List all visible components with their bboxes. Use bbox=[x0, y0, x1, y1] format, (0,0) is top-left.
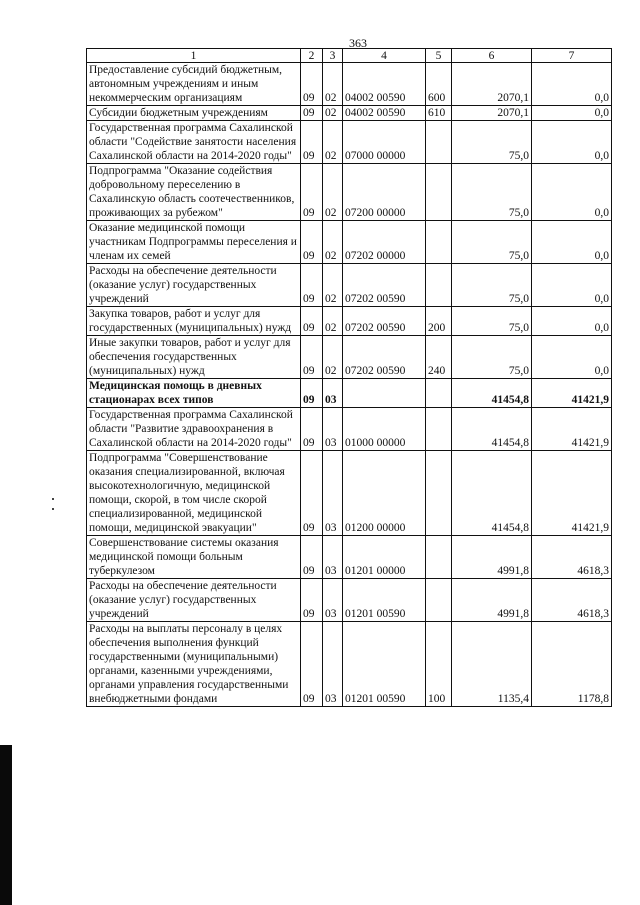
row-section: 09 bbox=[301, 106, 323, 121]
row-target-article: 01200 00000 bbox=[343, 451, 426, 536]
table-body bbox=[87, 63, 612, 707]
row-expense-type bbox=[426, 221, 452, 264]
row-expense-type: 100 bbox=[426, 622, 452, 707]
table-row bbox=[87, 307, 612, 336]
row-amount-col-7: 0,0 bbox=[532, 63, 612, 106]
table-row bbox=[87, 221, 612, 264]
table-row bbox=[87, 164, 612, 221]
row-expense-type: 200 bbox=[426, 307, 452, 336]
table-row bbox=[87, 264, 612, 307]
row-amount-col-7: 4618,3 bbox=[532, 536, 612, 579]
row-expense-type bbox=[426, 536, 452, 579]
row-amount-col-7: 0,0 bbox=[532, 106, 612, 121]
row-section: 09 bbox=[301, 63, 323, 106]
row-section: 09 bbox=[301, 221, 323, 264]
row-name: Расходы на выплаты персоналу в целях обеспечения выполнения функций государственными (муниципальными) органами, казенными учреждениями, органами управления государственными внебюджетными фондами bbox=[87, 622, 301, 707]
row-section: 09 bbox=[301, 264, 323, 307]
row-target-article: 07000 00000 bbox=[343, 121, 426, 164]
row-name: Оказание медицинской помощи участникам Подпрограммы переселения и членам их семей bbox=[87, 221, 301, 264]
row-section: 09 bbox=[301, 451, 323, 536]
row-target-article: 04002 00590 bbox=[343, 106, 426, 121]
row-amount-col-7: 0,0 bbox=[532, 164, 612, 221]
row-name: Закупка товаров, работ и услуг для государственных (муниципальных) нужд bbox=[87, 307, 301, 336]
row-expense-type bbox=[426, 379, 452, 408]
table-row bbox=[87, 622, 612, 707]
row-target-article: 07202 00590 bbox=[343, 336, 426, 379]
row-name: Иные закупки товаров, работ и услуг для обеспечения государственных (муниципальных) нужд bbox=[87, 336, 301, 379]
header-col-6: 6 bbox=[452, 49, 532, 63]
budget-table bbox=[86, 48, 612, 707]
row-subsection: 03 bbox=[323, 536, 343, 579]
row-amount-col-6: 75,0 bbox=[452, 264, 532, 307]
header-col-3: 3 bbox=[323, 49, 343, 63]
row-section: 09 bbox=[301, 536, 323, 579]
table-row bbox=[87, 379, 612, 408]
row-name: Государственная программа Сахалинской области "Развитие здравоохранения в Сахалинской области на 2014-2020 годы" bbox=[87, 408, 301, 451]
row-target-article: 07200 00000 bbox=[343, 164, 426, 221]
table-row bbox=[87, 579, 612, 622]
row-name: Совершенствование системы оказания медицинской помощи больным туберкулезом bbox=[87, 536, 301, 579]
row-name: Предоставление субсидий бюджетным, автономным учреждениям и иным некоммерческим организациям bbox=[87, 63, 301, 106]
row-subsection: 02 bbox=[323, 106, 343, 121]
row-subsection: 02 bbox=[323, 164, 343, 221]
row-subsection: 03 bbox=[323, 408, 343, 451]
row-amount-col-6: 2070,1 bbox=[452, 106, 532, 121]
scan-speck bbox=[52, 498, 54, 500]
row-amount-col-7: 0,0 bbox=[532, 221, 612, 264]
row-section: 09 bbox=[301, 408, 323, 451]
table-row bbox=[87, 536, 612, 579]
row-section: 09 bbox=[301, 164, 323, 221]
row-amount-col-7: 0,0 bbox=[532, 121, 612, 164]
table-row bbox=[87, 106, 612, 121]
row-target-article: 01201 00590 bbox=[343, 622, 426, 707]
row-expense-type bbox=[426, 121, 452, 164]
header-row bbox=[87, 49, 612, 63]
row-amount-col-7: 41421,9 bbox=[532, 379, 612, 408]
scan-speck bbox=[52, 508, 54, 510]
row-target-article: 07202 00000 bbox=[343, 221, 426, 264]
table-row bbox=[87, 121, 612, 164]
row-amount-col-6: 75,0 bbox=[452, 221, 532, 264]
row-amount-col-6: 41454,8 bbox=[452, 408, 532, 451]
row-amount-col-7: 0,0 bbox=[532, 336, 612, 379]
row-name: Подпрограмма "Совершенствование оказания специализированной, включая высокотехнологичную, медицинской помощи, скорой, в том числе скорой специализированной, медицинской помощи, медицинской эвакуации" bbox=[87, 451, 301, 536]
row-subsection: 02 bbox=[323, 121, 343, 164]
row-subsection: 03 bbox=[323, 622, 343, 707]
row-amount-col-7: 4618,3 bbox=[532, 579, 612, 622]
row-target-article: 01000 00000 bbox=[343, 408, 426, 451]
row-target-article: 01201 00590 bbox=[343, 579, 426, 622]
row-subsection: 02 bbox=[323, 336, 343, 379]
row-subsection: 02 bbox=[323, 63, 343, 106]
row-section: 09 bbox=[301, 622, 323, 707]
row-subsection: 02 bbox=[323, 307, 343, 336]
row-expense-type: 600 bbox=[426, 63, 452, 106]
row-amount-col-6: 4991,8 bbox=[452, 536, 532, 579]
row-amount-col-6: 75,0 bbox=[452, 336, 532, 379]
row-subsection: 03 bbox=[323, 451, 343, 536]
row-amount-col-7: 1178,8 bbox=[532, 622, 612, 707]
row-name: Расходы на обеспечение деятельности (оказание услуг) государственных учреждений bbox=[87, 579, 301, 622]
table-row bbox=[87, 451, 612, 536]
row-amount-col-7: 41421,9 bbox=[532, 451, 612, 536]
row-amount-col-6: 75,0 bbox=[452, 307, 532, 336]
row-name: Субсидии бюджетным учреждениям bbox=[87, 106, 301, 121]
row-expense-type bbox=[426, 408, 452, 451]
row-expense-type bbox=[426, 579, 452, 622]
header-col-7: 7 bbox=[532, 49, 612, 63]
row-amount-col-6: 75,0 bbox=[452, 164, 532, 221]
page-number: 363 bbox=[349, 36, 367, 50]
row-expense-type: 610 bbox=[426, 106, 452, 121]
row-amount-col-7: 41421,9 bbox=[532, 408, 612, 451]
row-target-article: 07202 00590 bbox=[343, 307, 426, 336]
row-amount-col-6: 75,0 bbox=[452, 121, 532, 164]
row-expense-type bbox=[426, 264, 452, 307]
table-row bbox=[87, 63, 612, 106]
row-name: Государственная программа Сахалинской области "Содействие занятости населения Сахалинской области на 2014-2020 годы" bbox=[87, 121, 301, 164]
header-col-2: 2 bbox=[301, 49, 323, 63]
row-subsection: 02 bbox=[323, 221, 343, 264]
row-section: 09 bbox=[301, 336, 323, 379]
row-section: 09 bbox=[301, 379, 323, 408]
row-amount-col-6: 41454,8 bbox=[452, 451, 532, 536]
header-col-4: 4 bbox=[343, 49, 426, 63]
row-amount-col-6: 1135,4 bbox=[452, 622, 532, 707]
row-expense-type bbox=[426, 164, 452, 221]
header-col-5: 5 bbox=[426, 49, 452, 63]
row-expense-type: 240 bbox=[426, 336, 452, 379]
row-subsection: 03 bbox=[323, 579, 343, 622]
row-target-article: 01201 00000 bbox=[343, 536, 426, 579]
row-subsection: 02 bbox=[323, 264, 343, 307]
row-name: Подпрограмма "Оказание содействия добровольному переселению в Сахалинскую область соотечественников, проживающих за рубежом" bbox=[87, 164, 301, 221]
row-target-article: 07202 00590 bbox=[343, 264, 426, 307]
row-amount-col-6: 4991,8 bbox=[452, 579, 532, 622]
row-amount-col-7: 0,0 bbox=[532, 264, 612, 307]
table-row bbox=[87, 408, 612, 451]
table-row bbox=[87, 336, 612, 379]
row-target-article: 04002 00590 bbox=[343, 63, 426, 106]
row-section: 09 bbox=[301, 579, 323, 622]
row-subsection: 03 bbox=[323, 379, 343, 408]
row-amount-col-6: 2070,1 bbox=[452, 63, 532, 106]
scan-edge-mark bbox=[0, 745, 12, 905]
row-target-article bbox=[343, 379, 426, 408]
row-amount-col-6: 41454,8 bbox=[452, 379, 532, 408]
header-col-1: 1 bbox=[87, 49, 301, 63]
row-amount-col-7: 0,0 bbox=[532, 307, 612, 336]
row-section: 09 bbox=[301, 121, 323, 164]
row-expense-type bbox=[426, 451, 452, 536]
row-name: Медицинская помощь в дневных стационарах всех типов bbox=[87, 379, 301, 408]
row-section: 09 bbox=[301, 307, 323, 336]
row-name: Расходы на обеспечение деятельности (оказание услуг) государственных учреждений bbox=[87, 264, 301, 307]
